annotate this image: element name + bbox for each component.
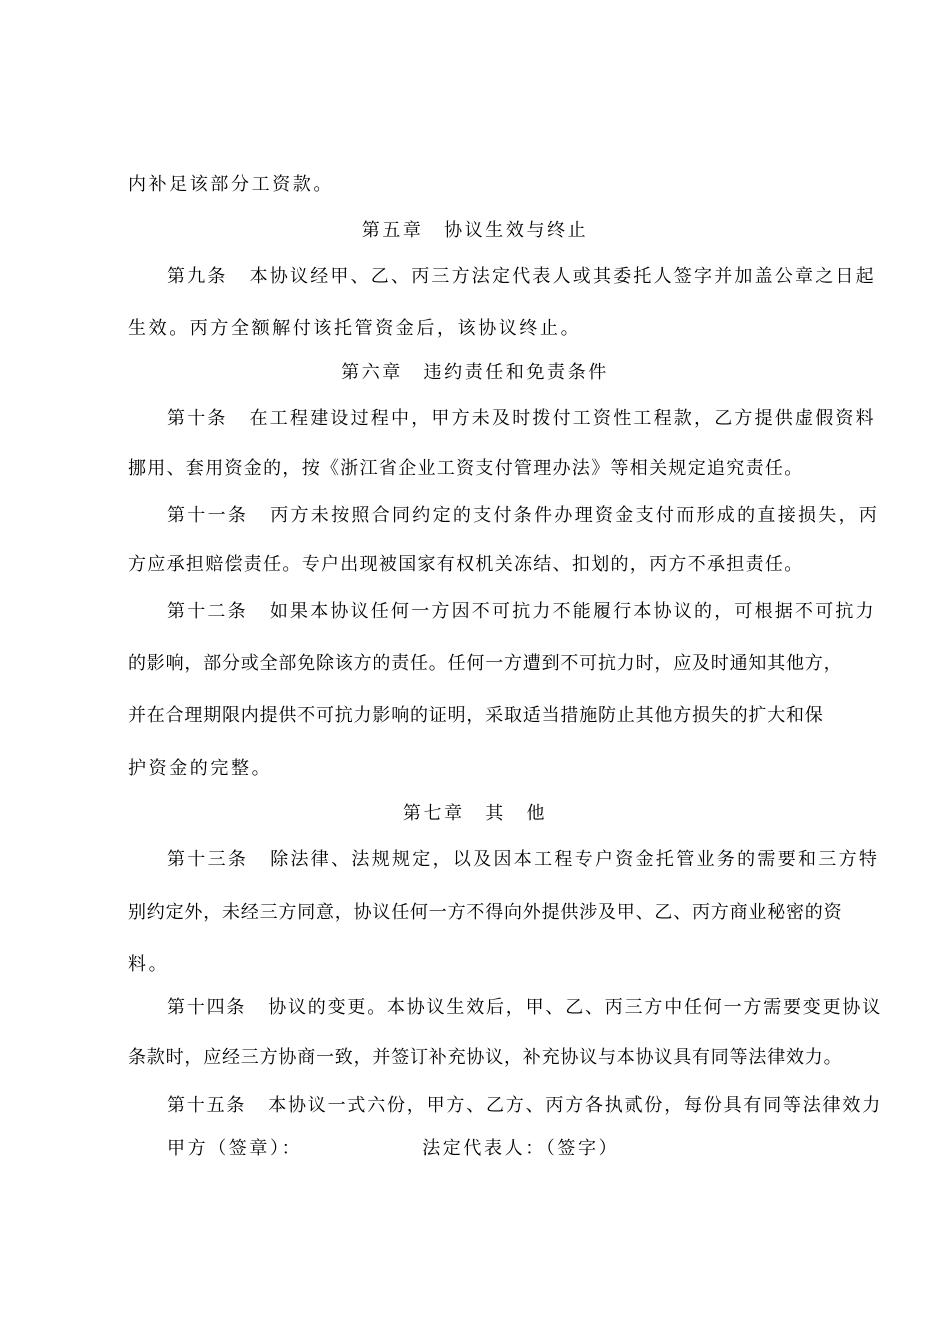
article-14-line-2: 条款时，应经三方协商一致，并签订补充协议，补充协议与本协议具有同等法律效力。 <box>128 1047 843 1068</box>
article-14-text: 协议的变更。本协议生效后，甲、乙、丙三方中任何一方需要变更协议 <box>268 997 882 1018</box>
article-10-line-1 <box>167 407 876 431</box>
article-12-text: 如果本协议任何一方因不可抗力不能履行本协议的，可根据不可抗力 <box>269 601 876 622</box>
article-10-line-2: 挪用、套用资金的，按《浙江省企业工资支付管理办法》等相关规定追究责任。 <box>128 458 804 479</box>
signature-block <box>167 1137 619 1161</box>
article-15-text: 本协议一式六份，甲方、乙方、丙方各执贰份，每份具有同等法律效力 <box>268 1095 882 1116</box>
chapter-5-title: 第五章 协议生效与终止 <box>361 220 589 241</box>
article-9-line-2: 生效。丙方全额解付该托管资金后，该协议终止。 <box>128 318 582 339</box>
article-9-text: 本协议经甲、乙、丙三方法定代表人或其委托人签字并加盖公章之日起 <box>249 266 876 287</box>
article-15-heading: 第十五条 <box>167 1095 247 1116</box>
article-13-line-2: 别约定外，未经三方同意，协议任何一方不得向外提供涉及甲、乙、丙方商业秘密的资 <box>128 902 843 923</box>
article-9-line-1 <box>167 265 876 289</box>
article-11-line-1 <box>167 504 879 528</box>
article-12-line-4: 护资金的完整。 <box>128 758 273 779</box>
article-13-line-3: 料。 <box>128 954 170 975</box>
article-12-line-3: 并在合理期限内提供不可抗力影响的证明，采取适当措施防止其他方损失的扩大和保 <box>128 705 824 726</box>
article-11-text: 丙方未按照合同约定的支付条件办理资金支付而形成的直接损失，丙 <box>270 505 880 526</box>
paragraph-line: 内补足该部分工资款。 <box>128 174 334 195</box>
article-13-line-1 <box>167 848 879 872</box>
article-13-heading: 第十三条 <box>167 849 249 870</box>
chapter-7-title: 第七章 其 他 <box>402 803 548 824</box>
article-11-line-2: 方应承担赔偿责任。专户出现被国家有权机关冻结、扣划的，丙方不承担责任。 <box>128 554 804 575</box>
article-14-heading: 第十四条 <box>167 997 247 1018</box>
party-a-seal-label: 甲方（签章）： <box>167 1138 303 1159</box>
article-14-line-1 <box>167 996 882 1020</box>
article-12-line-2: 的影响，部分或全部免除该方的责任。任何一方遭到不可抗力时，应及时通知其他方， <box>128 653 843 674</box>
article-13-text: 除法律、法规规定，以及因本工程专户资金托管业务的需要和三方特 <box>270 849 880 870</box>
article-11-heading: 第十一条 <box>167 505 249 526</box>
legal-representative-label: 法定代表人：（签字） <box>422 1138 620 1159</box>
chapter-6-title: 第六章 违约责任和免责条件 <box>341 362 609 383</box>
article-9-heading: 第九条 <box>167 266 228 287</box>
article-15-line-1 <box>167 1094 882 1118</box>
article-10-heading: 第十条 <box>167 408 228 429</box>
article-12-heading: 第十二条 <box>167 601 248 622</box>
article-12-line-1 <box>167 600 876 624</box>
article-10-text: 在工程建设过程中，甲方未及时拨付工资性工程款，乙方提供虚假资料 <box>249 408 876 429</box>
